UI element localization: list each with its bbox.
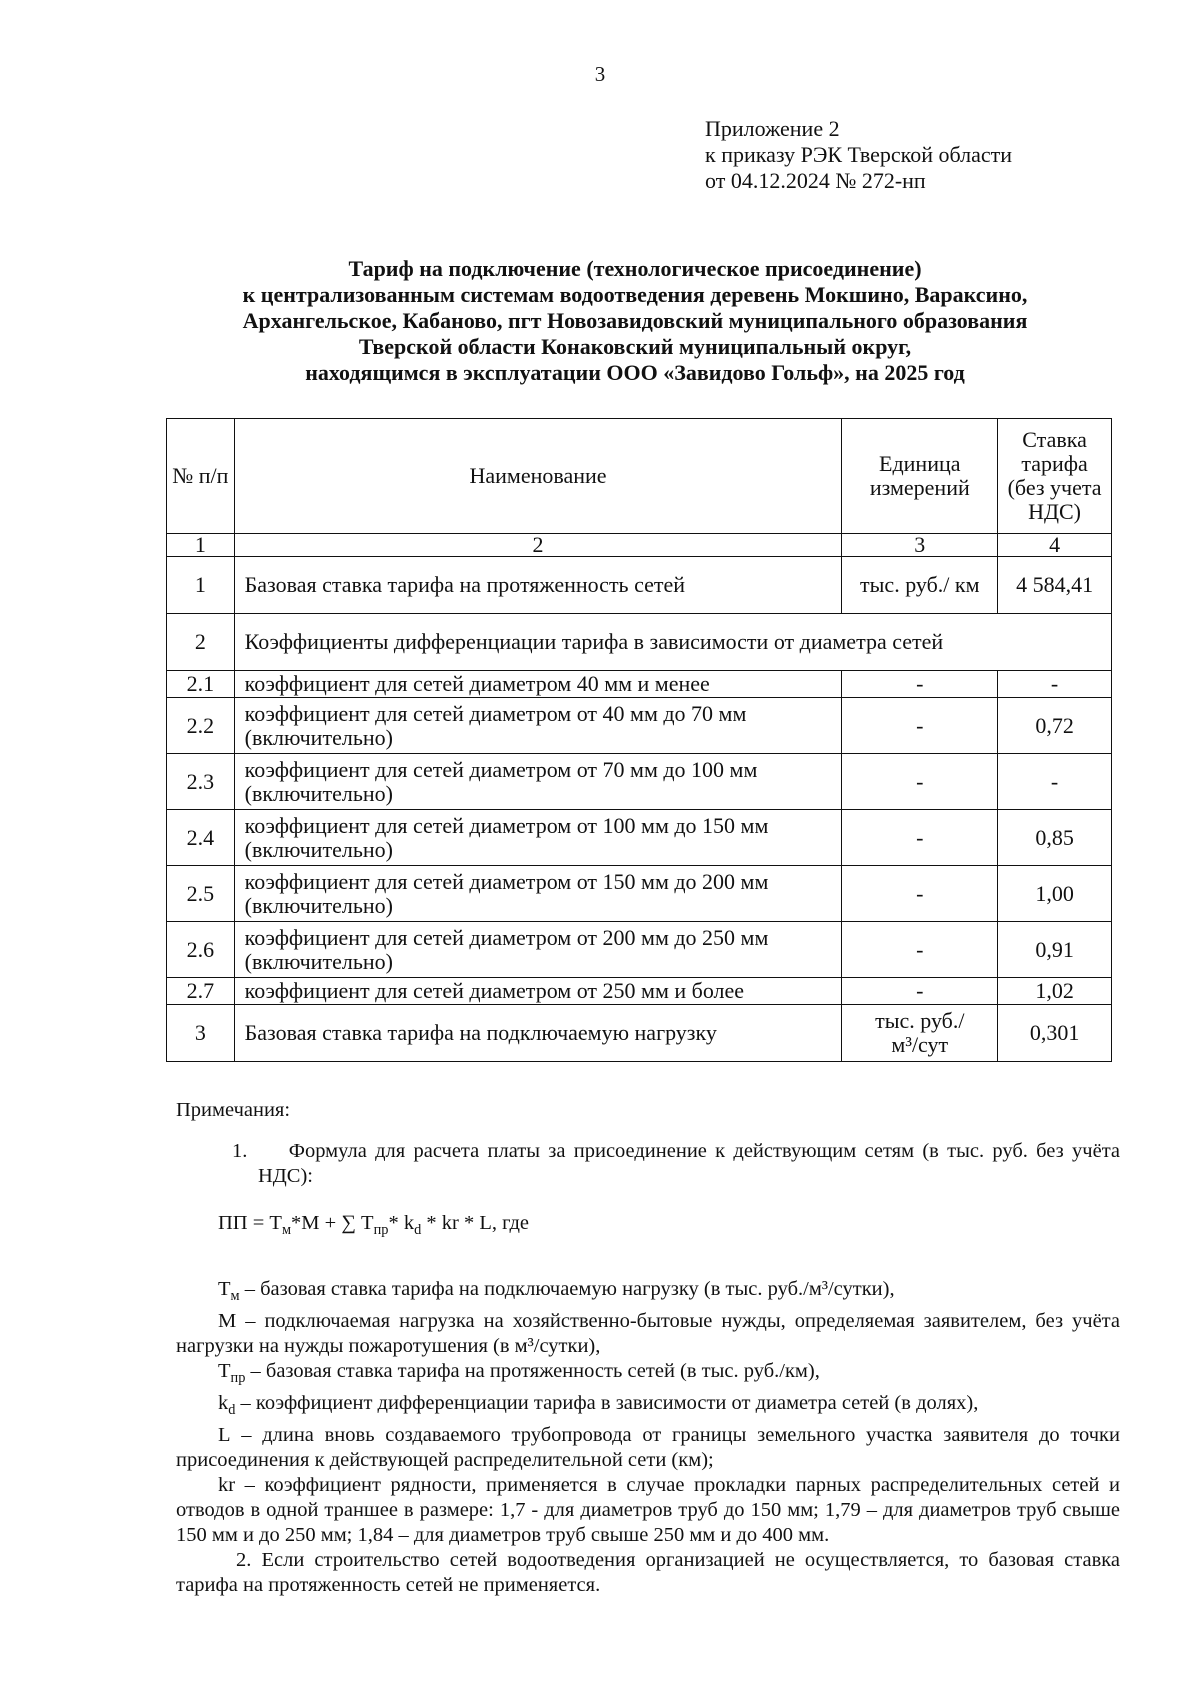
header-num: № п/п <box>167 419 235 534</box>
row-unit: - <box>842 671 998 698</box>
table-row <box>167 978 1112 1005</box>
table-row <box>167 614 1112 671</box>
appendix-line-2: к приказу РЭК Тверской области <box>705 142 1013 167</box>
formula-sub: d <box>414 1222 422 1239</box>
row-value: 0,85 <box>998 810 1112 866</box>
formula-part: ПП = Т <box>218 1212 282 1234</box>
definition-symbol: kr <box>218 1474 236 1497</box>
row-num: 2.2 <box>167 698 235 754</box>
row-name: коэффициент для сетей диаметром от 150 мм до 200 мм (включительно) <box>234 866 842 922</box>
title-line-4: Тверской области Конаковский муниципальный округ, <box>358 334 912 359</box>
note-1 <box>202 1139 1120 1189</box>
formula-part: *М + ∑ Т <box>291 1212 374 1234</box>
row-num: 2 <box>167 614 235 671</box>
note-1-text: Формула для расчета платы за присоединение к действующим сетям (в тыс. руб. без учёта НДС): <box>258 1140 1121 1187</box>
note-2: 2. Если строительство сетей водоотведения организацией не осуществляется, то базовая ставка тарифа на протяженность сетей не применяется. <box>176 1549 1120 1597</box>
formula-part: * kr * L, где <box>421 1212 530 1234</box>
row-name: Базовая ставка тарифа на протяженность сетей <box>234 557 842 614</box>
row-unit: тыс. руб./ км <box>842 557 998 614</box>
row-value: 4 584,41 <box>998 557 1112 614</box>
definition-symbol: $Т_{пр}$ <box>218 1360 246 1387</box>
row-name: коэффициент для сетей диаметром от 40 мм до 70 мм (включительно) <box>234 698 842 754</box>
row-name: коэффициент для сетей диаметром 40 мм и менее <box>234 671 842 698</box>
title-line-2: к централизованным системам водоотведения деревень Мокшино, Вараксино, <box>242 282 1028 307</box>
definition-text: – базовая ставка тарифа на подключаемую нагрузку (в тыс. руб./м³/сутки), <box>239 1278 895 1301</box>
appendix-line-1: Приложение 2 <box>705 116 840 141</box>
row-value: 1,00 <box>998 866 1112 922</box>
row-name: Коэффициенты дифференциации тарифа в зависимости от диаметра сетей <box>234 614 1111 671</box>
row-num: 2.1 <box>167 671 235 698</box>
formula-sub: пр <box>373 1222 389 1239</box>
table-row <box>167 557 1112 614</box>
row-num: 1 <box>167 557 235 614</box>
row-unit-line-2: м³/сут <box>891 1032 949 1057</box>
title-line-3: Архангельское, Кабаново, пгт Новозавидовский муниципального образования <box>242 308 1028 333</box>
table-row <box>167 754 1112 810</box>
row-name: коэффициент для сетей диаметром от 100 мм до 150 мм (включительно) <box>234 810 842 866</box>
definition-text: – базовая ставка тарифа на протяженность сетей (в тыс. руб./км), <box>245 1360 820 1383</box>
row-num: 2.4 <box>167 810 235 866</box>
formula <box>218 1211 1120 1243</box>
definitions-list <box>176 1277 1120 1548</box>
row-name: коэффициент для сетей диаметром от 70 мм до 100 мм (включительно) <box>234 754 842 810</box>
appendix-line-3: от 04.12.2024 № 272-нп <box>705 168 926 193</box>
definition-item <box>176 1359 1120 1391</box>
note-1-number: 1. <box>232 1140 248 1162</box>
row-unit: - <box>842 810 998 866</box>
row-value: 0,72 <box>998 698 1112 754</box>
definition-text: – подключаемая нагрузка на хозяйственно-бытовые нужды, определяемая заявителем, без учёта нагрузки на нужды пожаротушения (в м³/сутки), <box>176 1310 1120 1358</box>
table-row <box>167 810 1112 866</box>
title-line-5: находящимся в эксплуатации ООО «Завидово Гольф», на 2025 год <box>305 360 965 385</box>
table-row <box>167 1005 1112 1062</box>
row-num: 2.6 <box>167 922 235 978</box>
row-num: 2.5 <box>167 866 235 922</box>
header-unit: Единица измерений <box>842 419 998 534</box>
row-unit: - <box>842 866 998 922</box>
definition-symbol: L <box>218 1424 231 1447</box>
row-unit: - <box>842 922 998 978</box>
definition-item <box>176 1391 1120 1423</box>
row-value: 0,301 <box>998 1005 1112 1062</box>
formula-sub: м <box>281 1222 292 1239</box>
definition-item <box>176 1309 1120 1359</box>
table-header-row <box>167 419 1112 534</box>
definition-symbol: $Т_м$ <box>218 1278 240 1305</box>
row-value: 0,91 <box>998 922 1112 978</box>
definition-symbol: М <box>218 1310 237 1333</box>
row-unit: - <box>842 978 998 1005</box>
row-name: коэффициент для сетей диаметром от 250 мм и более <box>234 978 842 1005</box>
definition-item <box>176 1473 1120 1548</box>
row-unit: - <box>842 698 998 754</box>
row-name: Базовая ставка тарифа на подключаемую нагрузку <box>234 1005 842 1062</box>
table-row <box>167 866 1112 922</box>
index-cell: 2 <box>234 534 842 557</box>
row-unit-line-1: тыс. руб./ <box>875 1008 965 1033</box>
table-row <box>167 671 1112 698</box>
row-value: - <box>998 671 1112 698</box>
table-row <box>167 698 1112 754</box>
definition-symbol: $k_d$ <box>218 1392 236 1419</box>
definition-text: – длина вновь создаваемого трубопровода от границы земельного участка заявителя до точки присоединения к действующей распределительной сети (км); <box>176 1424 1120 1472</box>
row-name: коэффициент для сетей диаметром от 200 мм до 250 мм (включительно) <box>234 922 842 978</box>
page-number: 3 <box>594 62 606 86</box>
index-cell: 1 <box>167 534 235 557</box>
header-name: Наименование <box>234 419 842 534</box>
formula-part: * k <box>388 1212 415 1234</box>
definition-item <box>176 1423 1120 1473</box>
appendix-block <box>705 116 1012 194</box>
row-unit: - <box>842 754 998 810</box>
index-cell: 3 <box>842 534 998 557</box>
row-num: 2.3 <box>167 754 235 810</box>
row-num: 3 <box>167 1005 235 1062</box>
table-row <box>167 922 1112 978</box>
notes-section <box>176 1098 1120 1598</box>
definition-text: – коэффициент рядности, применяется в случае прокладки парных распределительных сетей и отводов в одной траншее в размере: 1,7 - для диаметров труб до 150 мм; 1,79 – для диаметров труб свыше 150 мм и до 250 мм; 1,84 – для диаметров труб свыше 250 мм и до 400 мм. <box>176 1474 1120 1547</box>
row-unit <box>842 1005 998 1062</box>
header-rate: Ставка тарифа (без учета НДС) <box>998 419 1112 534</box>
definition-text: – коэффициент дифференциации тарифа в зависимости от диаметра сетей (в долях), <box>235 1392 979 1415</box>
row-value: 1,02 <box>998 978 1112 1005</box>
row-num: 2.7 <box>167 978 235 1005</box>
document-title <box>150 256 1120 386</box>
definition-item <box>176 1277 1120 1309</box>
tariff-table <box>166 418 1112 1062</box>
index-cell: 4 <box>998 534 1112 557</box>
notes-title: Примечания: <box>176 1099 291 1121</box>
row-value: - <box>998 754 1112 810</box>
table-index-row <box>167 534 1112 557</box>
title-line-1: Тариф на подключение (технологическое присоединение) <box>348 256 922 281</box>
